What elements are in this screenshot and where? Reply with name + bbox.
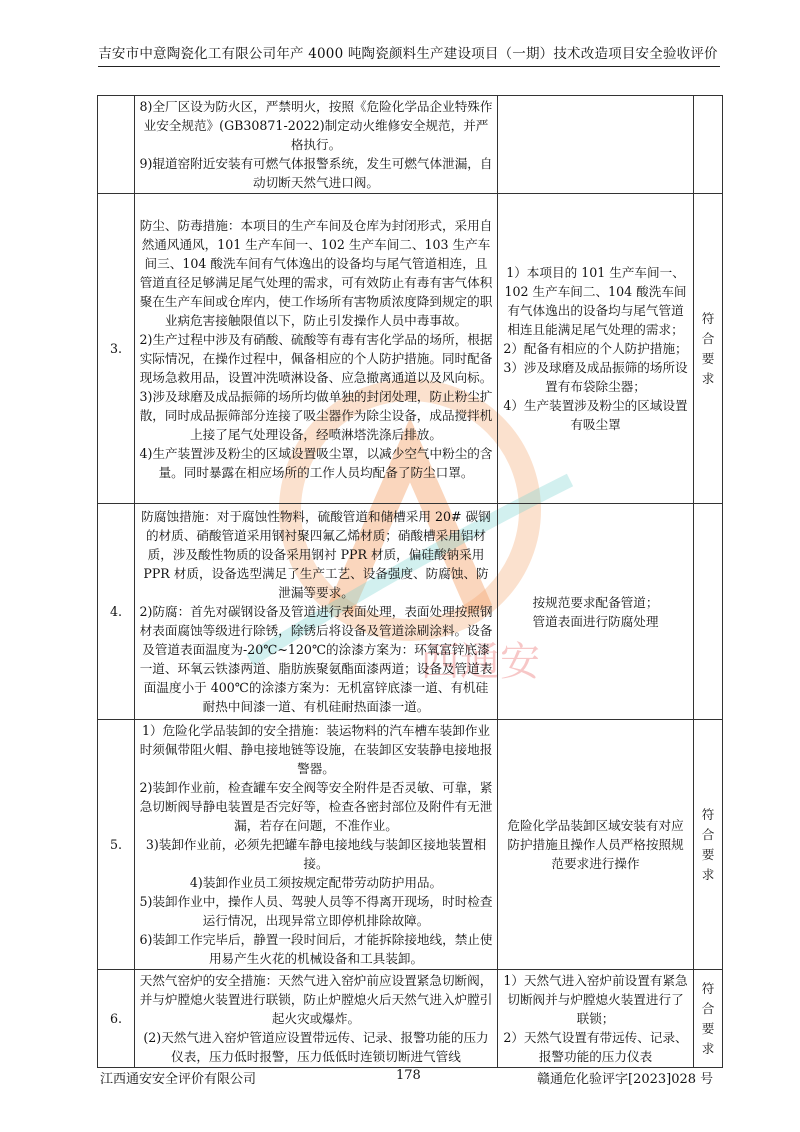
measure-paragraph: 5)装卸作业中，操作人员、驾驶人员等不得离开现场，时时检查运行情况，出现异常立即停机排除故障。 xyxy=(139,894,493,928)
measure-paragraph: 1）危险化学品装卸的安全措施：装运物料的汽车槽车装卸作业时须佩带阻火帽、静电接地链等设施，在装卸区安装静电接地报警器。 xyxy=(139,723,493,776)
row-number: 4. xyxy=(98,504,135,720)
conclusion-text: 符合要求 xyxy=(701,806,715,882)
row-number: 3. xyxy=(98,194,135,504)
page-header: 吉安市中意陶瓷化工有限公司年产 4000 吨陶瓷颜料生产建设项目（一期）技术改造项目安全验收评价 xyxy=(98,46,718,62)
check-result-paragraph: 按规范要求配备管道； xyxy=(532,594,659,610)
measure-paragraph: 防腐蚀措施：对于腐蚀性物料，硫酸管道和储槽采用 20# 碳钢的材质、硝酸管道采用钢衬聚四氟乙烯材质；硝酸槽采用铝材质，涉及酸性物质的设备采用钢衬 PPR 材质，偏硅酸钠采用 PPR 材质，设备选型满足了生产工艺、设备强度、防腐蚀、防泄漏等要求。 xyxy=(141,509,491,600)
conclusion-cell xyxy=(694,96,723,194)
measure-paragraph: 4)装卸作业员工须按规定配带劳动防护用品。 xyxy=(189,875,443,890)
check-result-cell xyxy=(498,970,694,1068)
conclusion-text: 符合要求 xyxy=(701,310,715,386)
check-result-paragraph: 管道表面进行防腐处理 xyxy=(532,613,659,629)
conclusion-text: 符合要求 xyxy=(701,980,715,1056)
table-row xyxy=(98,194,723,504)
conclusion-cell xyxy=(694,720,723,970)
measure-cell xyxy=(135,720,498,970)
measure-cell xyxy=(135,96,498,194)
footer-document-number: 赣通危化验评字[2023]028 号 xyxy=(537,1072,714,1087)
row-number: 6. xyxy=(98,970,135,1068)
footer-company: 江西通安安全评价有限公司 xyxy=(100,1072,257,1087)
footer-page-number: 178 xyxy=(396,1068,421,1083)
table-row xyxy=(98,96,723,194)
measure-paragraph: 防尘、防毒措施：本项目的生产车间及仓库为封闭形式，采用自然通风通风，101 生产车间一、102 生产车间二、103 生产车间三、104 酸洗车间有气体逸出的设备均与尾气管道相连，且管道直径足够满足尾气处理的需求，可有效防止有毒有害气体积聚在生产车间或仓库内，使工作场所有害物质浓度降到规定的职业病危害接触限值以下，防止引发操作人员中毒事故。 xyxy=(139,217,493,328)
measure-cell xyxy=(135,194,498,504)
check-result-paragraph: 4）生产装置涉及粉尘的区域设置有吸尘罩 xyxy=(503,398,688,432)
conclusion-cell xyxy=(694,970,723,1068)
check-result-paragraph: 危险化学品装卸区域安装有对应防护措施且操作人员严格按照规范要求进行操作 xyxy=(507,818,684,871)
conclusion-cell xyxy=(694,194,723,504)
measure-paragraph: 3)涉及球磨及成品振筛的场所均做单独的封闭处理，防止粉尘扩散，同时成品振筛部分连接了吸尘器作为除尘设备，成品搅拌机上接了尾气处理设备，经喷淋塔洗涤后排放。 xyxy=(139,388,493,442)
measure-cell xyxy=(135,504,498,720)
measure-paragraph: 4)生产装置涉及粉尘的区域设置吸尘罩，以减少空气中粉尘的含量。同时暴露在相应场所的工作人员均配备了防尘口罩。 xyxy=(139,445,493,480)
check-result-paragraph: 3）涉及球磨及成品振筛的场所设置有布袋除尘器； xyxy=(503,360,688,394)
watermark-text: 西通安 xyxy=(420,639,540,685)
measure-paragraph: 3)装卸作业前，必须先把罐车静电接地线与装卸区接地装置相接。 xyxy=(145,837,487,871)
measure-paragraph: (2)天然气进入窑炉管道应设置带远传、记录、报警功能的压力仪表，压力低时报警，压力低低时连锁切断进气管线 xyxy=(143,1030,489,1064)
measure-paragraph: 2)防腐：首先对碳钢设备及管道进行表面处理，表面处理按照钢材表面腐蚀等级进行除锈，除锈后将设备及管道涂刷涂料。设备及管道表面温度为-20℃~120℃的涂漆方案为：环氧富锌底漆一道、环氧云铁漆两道、脂肪族聚氨酯面漆两道；设备及管道表面温度小于 400℃的涂漆方案为：无机富锌底漆一道、有机硅耐热中间漆一道、有机硅耐热面漆一道。 xyxy=(139,604,493,714)
check-result-cell xyxy=(498,194,694,504)
check-result-cell xyxy=(498,96,694,194)
table-row xyxy=(98,504,723,720)
measure-paragraph: 天然气窑炉的安全措施：天然气进入窑炉前应设置紧急切断阀，并与炉膛熄火装置进行联锁，防止炉膛熄火后天然气进入炉膛引起火灾或爆炸。 xyxy=(139,973,493,1026)
conclusion-cell xyxy=(694,504,723,720)
check-result-cell xyxy=(498,504,694,720)
measure-paragraph: 2)装卸作业前，检查罐车安全阀等安全附件是否灵敏、可靠，紧急切断阀导静电装置是否完好等，检查各密封部位及附件有无泄漏，若存在问题，不准作业。 xyxy=(139,780,493,833)
measure-paragraph: 9)辊道窑附近安装有可燃气体报警系统，发生可燃气体泄漏，自动切断天然气进口阀。 xyxy=(139,156,493,190)
check-result-cell xyxy=(498,720,694,970)
measure-paragraph: 8)全厂区设为防火区，严禁明火，按照《危险化学品企业特殊作业安全规范》(GB30871-2022)制定动火维修安全规范，并严格执行。 xyxy=(139,99,493,152)
row-number xyxy=(98,96,135,194)
measure-paragraph: 6)装卸工作完毕后，静置一段时间后，才能拆除接地线，禁止使用易产生火花的机械设备和工具装卸。 xyxy=(139,932,493,966)
table-row xyxy=(98,970,723,1068)
check-result-paragraph: 2）配备有相应的个人防护措施； xyxy=(503,341,688,356)
check-result-paragraph: 1）天然气进入窑炉前设置有紧急切断阀并与炉膛熄火装置进行了联锁； xyxy=(503,973,688,1026)
measure-cell xyxy=(135,970,498,1068)
row-number: 5. xyxy=(98,720,135,970)
header-rule xyxy=(98,66,720,67)
check-result-paragraph: 2）天然气设置有带远传、记录、报警功能的压力仪表 xyxy=(503,1030,688,1064)
measure-paragraph: 2)生产过程中涉及有硝酸、硫酸等有毒有害化学品的场所，根据实际情况，在操作过程中，佩备相应的个人防护措施。同时配备现场急救用品，设置冲洗喷淋设备、应急撤离通道以及风向标。 xyxy=(139,331,493,385)
table-row xyxy=(98,720,723,970)
check-result-paragraph: 1）本项目的 101 生产车间一、102 生产车间二、104 酸洗车间有气体逸出的设备均与尾气管道相连且能满足尾气处理的需求； xyxy=(504,265,687,337)
measures-table xyxy=(97,95,723,1068)
